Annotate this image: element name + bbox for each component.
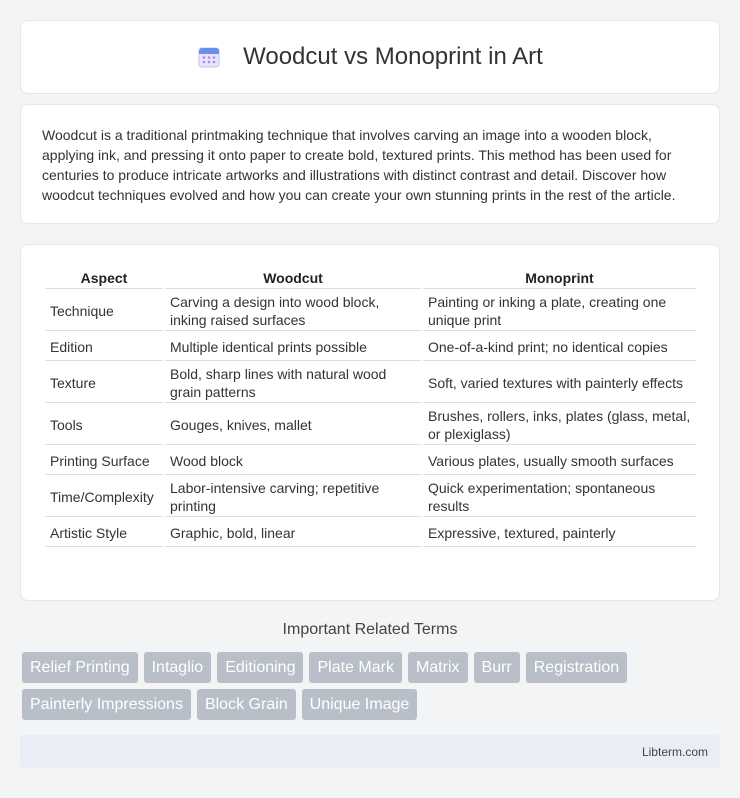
- cell-aspect: Time/Complexity: [45, 477, 163, 517]
- related-terms-heading: Important Related Terms: [282, 621, 458, 638]
- cell-woodcut: Wood block: [165, 447, 421, 475]
- footer-site-link[interactable]: Libterm.com: [641, 744, 708, 759]
- cell-aspect: Artistic Style: [45, 519, 163, 547]
- intro-paragraph: Woodcut is a traditional printmaking technique that involves carving an image into a wooden block, applying ink, and pressing it onto paper to create bold, textured prints. This method has been used for centuries to produce intricate artworks and illustrations with distinct contrast and detail. Discover how woodcut techniques evolved and how you can create your own stunning prints in the rest of the article.: [42, 127, 676, 203]
- table-header-row: [45, 267, 696, 289]
- cell-woodcut: Graphic, bold, linear: [165, 519, 421, 547]
- header-woodcut: Woodcut: [165, 267, 421, 289]
- tag-editioning[interactable]: Editioning: [217, 652, 303, 683]
- footer: [20, 735, 720, 768]
- table-row: [45, 291, 696, 331]
- table-row: [45, 477, 696, 517]
- table-row: [45, 447, 696, 475]
- tag-intaglio[interactable]: Intaglio: [144, 652, 212, 683]
- header-aspect: Aspect: [45, 267, 163, 289]
- cell-monoprint: Various plates, usually smooth surfaces: [423, 447, 696, 475]
- cell-aspect: Edition: [45, 333, 163, 361]
- header-monoprint: Monoprint: [423, 267, 696, 289]
- cell-woodcut: Gouges, knives, mallet: [165, 405, 421, 445]
- tag-registration[interactable]: Registration: [526, 652, 627, 683]
- cell-monoprint: Soft, varied textures with painterly effects: [423, 363, 696, 403]
- cell-monoprint: Expressive, textured, painterly: [423, 519, 696, 547]
- tag-plate-mark[interactable]: Plate Mark: [309, 652, 401, 683]
- cell-aspect: Tools: [45, 405, 163, 445]
- cell-monoprint: Quick experimentation; spontaneous results: [423, 477, 696, 517]
- tag-matrix[interactable]: Matrix: [408, 652, 468, 683]
- page-title: Woodcut vs Monoprint in Art: [243, 43, 543, 70]
- intro-card: [20, 104, 720, 224]
- calendar-icon: [197, 45, 221, 69]
- table-row: [45, 363, 696, 403]
- comparison-table: [43, 265, 698, 549]
- cell-monoprint: One-of-a-kind print; no identical copies: [423, 333, 696, 361]
- related-terms-list: [22, 652, 722, 726]
- cell-aspect: Technique: [45, 291, 163, 331]
- tag-unique-image[interactable]: Unique Image: [302, 689, 418, 720]
- tag-painterly-impressions[interactable]: Painterly Impressions: [22, 689, 191, 720]
- tag-block-grain[interactable]: Block Grain: [197, 689, 296, 720]
- cell-woodcut: Carving a design into wood block, inking raised surfaces: [165, 291, 421, 331]
- cell-aspect: Texture: [45, 363, 163, 403]
- header-card: [20, 20, 720, 94]
- cell-aspect: Printing Surface: [45, 447, 163, 475]
- comparison-table-card: [20, 244, 720, 601]
- cell-monoprint: Painting or inking a plate, creating one unique print: [423, 291, 696, 331]
- cell-woodcut: Multiple identical prints possible: [165, 333, 421, 361]
- tag-burr[interactable]: Burr: [474, 652, 520, 683]
- table-row: [45, 333, 696, 361]
- cell-monoprint: Brushes, rollers, inks, plates (glass, metal, or plexiglass): [423, 405, 696, 445]
- tag-relief-printing[interactable]: Relief Printing: [22, 652, 138, 683]
- cell-woodcut: Bold, sharp lines with natural wood grain patterns: [165, 363, 421, 403]
- table-row: [45, 405, 696, 445]
- table-row: [45, 519, 696, 547]
- cell-woodcut: Labor-intensive carving; repetitive printing: [165, 477, 421, 517]
